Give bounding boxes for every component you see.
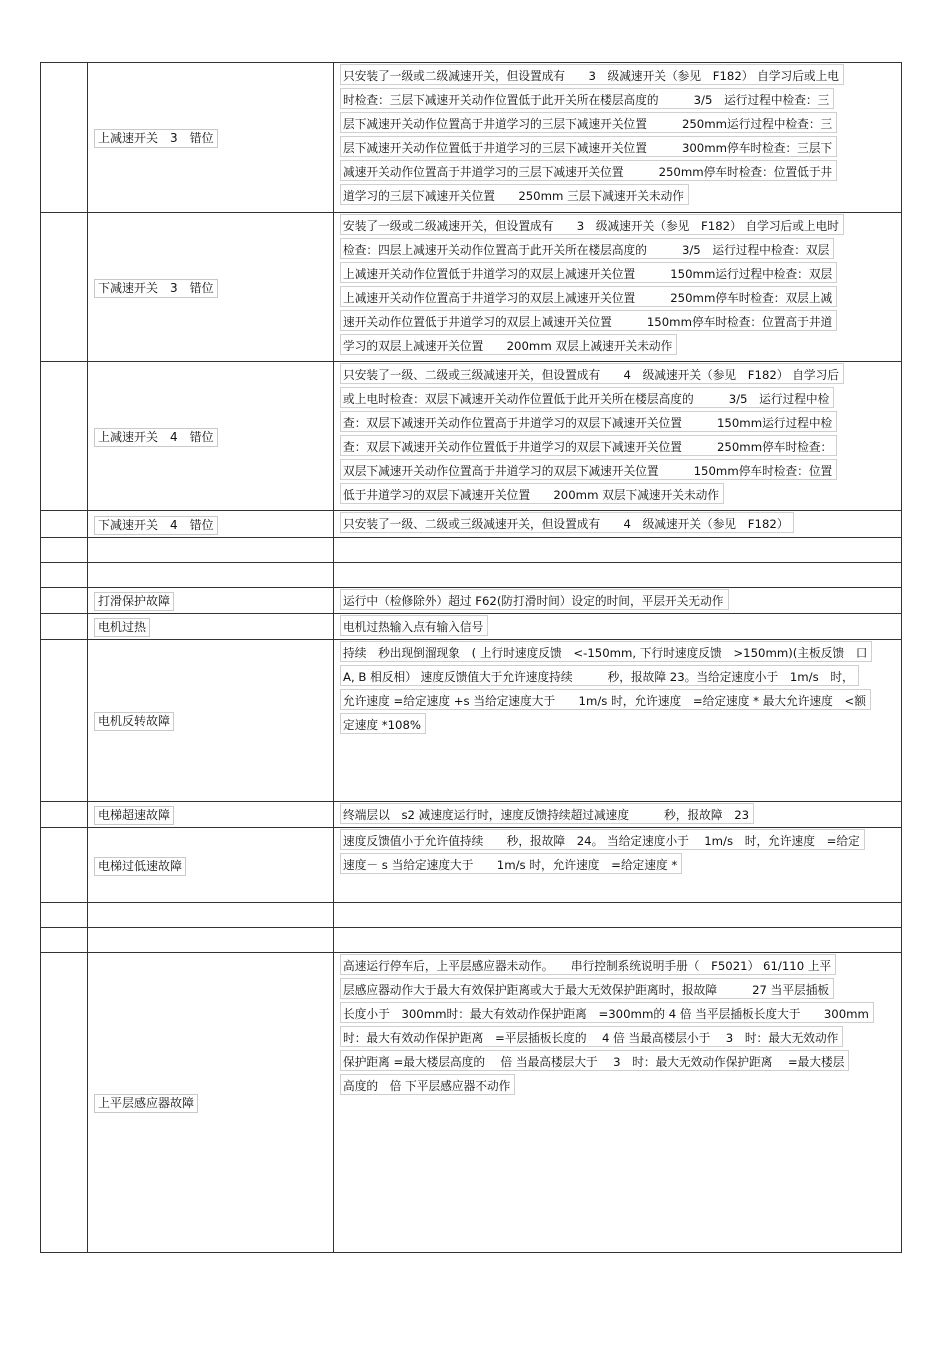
- fault-name: 下减速开关 3 错位: [94, 279, 218, 298]
- fault-description-cell: [334, 362, 902, 511]
- description-line: 上减速开关动作位置低于井道学习的双层上减速开关位置 150mm运行过程中检查：双层: [340, 262, 837, 283]
- index-cell: [41, 511, 88, 538]
- description-line: 层感应器动作大于最大有效保护距离或大于最大无效保护距离时，报故障 27 当平层插板: [340, 978, 834, 999]
- fault-name: 打滑保护故障: [94, 592, 174, 611]
- fault-description: [334, 563, 901, 564]
- fault-description: [334, 588, 901, 613]
- fault-description: [334, 640, 901, 737]
- fault-description: [334, 511, 901, 536]
- fault-name-cell: [88, 614, 334, 640]
- fault-description-cell: [334, 213, 902, 362]
- fault-description: [334, 802, 901, 827]
- fault-name: 上平层感应器故障: [94, 1094, 198, 1113]
- fault-description: [334, 614, 901, 639]
- fault-name-cell: [88, 63, 334, 213]
- fault-name: 电机过热: [94, 618, 150, 637]
- description-line: 查：双层下减速开关动作位置低于井道学习的双层下减速开关位置 250mm停车时检查：: [340, 435, 837, 456]
- description-line: 上减速开关动作位置高于井道学习的双层上减速开关位置 250mm停车时检查：双层上减: [340, 286, 837, 307]
- fault-name-cell: [88, 563, 334, 588]
- fault-name-cell: [88, 802, 334, 828]
- description-line: 只安装了一级、二级或三级减速开关，但设置成有 4 级减速开关（参见 F182）: [340, 512, 794, 533]
- index-cell: [41, 614, 88, 640]
- description-line: 只安装了一级、二级或三级减速开关，但设置成有 4 级减速开关（参见 F182） 自学习后: [340, 363, 844, 384]
- fault-name-cell: [88, 511, 334, 538]
- fault-row: [41, 563, 902, 588]
- description-line: 高度的 倍 下平层感应器不动作: [340, 1074, 515, 1095]
- fault-row: [41, 953, 902, 1253]
- description-line: 定速度 *108%: [340, 713, 426, 734]
- index-cell: [41, 213, 88, 362]
- description-line: 保护距离 =最大楼层高度的 倍 当最高楼层大于 3 时：最大无效动作保护距离 =最大楼层: [340, 1050, 849, 1071]
- index-cell: [41, 903, 88, 928]
- fault-row: [41, 538, 902, 563]
- description-line: 时检查：三层下减速开关动作位置低于此开关所在楼层高度的 3/5 运行过程中检查：三: [340, 88, 834, 109]
- fault-name-cell: [88, 928, 334, 953]
- fault-row: [41, 928, 902, 953]
- fault-name-cell: [88, 538, 334, 563]
- fault-description: [334, 928, 901, 929]
- index-cell: [41, 63, 88, 213]
- description-line: 允许速度 =给定速度 +s 当给定速度大于 1m/s 时，允许速度 =给定速度 * 最大允许速度 <额: [340, 689, 871, 710]
- fault-description-cell: [334, 953, 902, 1253]
- description-line: 终端层以 s2 减速度运行时，速度反馈持续超过减速度 秒，报故障 23: [340, 803, 754, 824]
- fault-name: 电梯过低速故障: [94, 857, 186, 876]
- index-cell: [41, 828, 88, 903]
- description-line: 减速开关动作位置高于井道学习的三层下减速开关位置 250mm停车时检查：位置低于井: [340, 160, 837, 181]
- fault-description: [334, 953, 901, 1098]
- description-line: 速度反馈值小于允许值持续 秒，报故障 24。 当给定速度小于 1m/s 时，允许速度 =给定: [340, 829, 865, 850]
- fault-description-cell: [334, 928, 902, 953]
- fault-name-cell: [88, 640, 334, 802]
- fault-description: [334, 63, 901, 208]
- fault-description-cell: [334, 828, 902, 903]
- description-line: 道学习的三层下减速开关位置 250mm 三层下减速开关未动作: [340, 184, 689, 205]
- fault-name-cell: [88, 213, 334, 362]
- description-line: 层下减速开关动作位置低于井道学习的三层下减速开关位置 300mm停车时检查：三层下: [340, 136, 837, 157]
- fault-row: [41, 903, 902, 928]
- description-line: A, B 相反相） 速度反馈值大于允许速度持续 秒，报故障 23。当给定速度小于 1m/s 时，: [340, 665, 859, 686]
- description-line: 双层下减速开关动作位置高于井道学习的双层下减速开关位置 150mm停车时检查：位置: [340, 459, 837, 480]
- fault-row: [41, 63, 902, 213]
- fault-name: 电梯超速故障: [94, 806, 174, 825]
- index-cell: [41, 362, 88, 511]
- index-cell: [41, 928, 88, 953]
- description-line: 层下减速开关动作位置高于井道学习的三层下减速开关位置 250mm运行过程中检查：三: [340, 112, 837, 133]
- fault-description-cell: [334, 63, 902, 213]
- description-line: 学习的双层上减速开关位置 200mm 双层上减速开关未动作: [340, 334, 677, 355]
- index-cell: [41, 538, 88, 563]
- description-line: 高速运行停车后，上平层感应器未动作。 串行控制系统说明手册（ F5021） 61/110 上平: [340, 954, 836, 975]
- fault-name: 电机反转故障: [94, 712, 174, 731]
- fault-description-cell: [334, 614, 902, 640]
- fault-description-cell: [334, 563, 902, 588]
- description-line: 检查：四层上减速开关动作位置高于此开关所在楼层高度的 3/5 运行过程中检查：双层: [340, 238, 834, 259]
- description-line: 时：最大有效动作保护距离 =平层插板长度的 4 倍 当最高楼层小于 3 时：最大无效动作: [340, 1026, 843, 1047]
- fault-name-cell: [88, 903, 334, 928]
- fault-row: [41, 640, 902, 802]
- fault-row: [41, 614, 902, 640]
- fault-description: [334, 903, 901, 904]
- index-cell: [41, 953, 88, 1253]
- description-line: 速度－ s 当给定速度大于 1m/s 时，允许速度 =给定速度 *: [340, 853, 682, 874]
- fault-row: [41, 588, 902, 614]
- fault-description-cell: [334, 802, 902, 828]
- fault-description: [334, 213, 901, 358]
- fault-row: [41, 362, 902, 511]
- fault-row: [41, 511, 902, 538]
- description-line: 运行中（检修除外）超过 F62(防打滑时间）设定的时间，平层开关无动作: [340, 589, 729, 610]
- fault-name: 下减速开关 4 错位: [94, 516, 218, 535]
- fault-name-cell: [88, 828, 334, 903]
- fault-description-cell: [334, 640, 902, 802]
- description-line: 速开关动作位置低于井道学习的双层上减速开关位置 150mm停车时检查：位置高于井道: [340, 310, 837, 331]
- fault-name: 上减速开关 4 错位: [94, 428, 218, 447]
- fault-description: [334, 362, 901, 507]
- description-line: 或上电时检查：双层下减速开关动作位置低于此开关所在楼层高度的 3/5 运行过程中检: [340, 387, 834, 408]
- description-line: 安装了一级或二级减速开关，但设置成有 3 级减速开关（参见 F182） 自学习后或上电时: [340, 214, 844, 235]
- fault-name-cell: [88, 362, 334, 511]
- fault-description-cell: [334, 511, 902, 538]
- fault-name-cell: [88, 588, 334, 614]
- fault-description-cell: [334, 588, 902, 614]
- fault-row: [41, 802, 902, 828]
- description-line: 只安装了一级或二级减速开关，但设置成有 3 级减速开关（参见 F182） 自学习后或上电: [340, 64, 844, 85]
- fault-name-cell: [88, 953, 334, 1253]
- index-cell: [41, 563, 88, 588]
- index-cell: [41, 588, 88, 614]
- description-line: 长度小于 300mm时：最大有效动作保护距离 =300mm的 4 倍 当平层插板长度大于 300mm: [340, 1002, 874, 1023]
- description-line: 低于井道学习的双层下减速开关位置 200mm 双层下减速开关未动作: [340, 483, 724, 504]
- fault-description: [334, 538, 901, 539]
- description-line: 查：双层下减速开关动作位置高于井道学习的双层下减速开关位置 150mm运行过程中检: [340, 411, 837, 432]
- index-cell: [41, 640, 88, 802]
- fault-description-cell: [334, 903, 902, 928]
- fault-row: [41, 828, 902, 903]
- fault-description: [334, 828, 901, 877]
- fault-table-body: [41, 63, 902, 1253]
- index-cell: [41, 802, 88, 828]
- fault-row: [41, 213, 902, 362]
- fault-name: 上减速开关 3 错位: [94, 129, 218, 148]
- description-line: 持续 秒出现倒溜现象 ( 上行时速度反馈 <-150mm, 下行时速度反馈 >150mm)(主板反馈 口: [340, 641, 872, 662]
- fault-description-cell: [334, 538, 902, 563]
- fault-table: [40, 62, 902, 1253]
- description-line: 电机过热输入点有输入信号: [340, 615, 488, 636]
